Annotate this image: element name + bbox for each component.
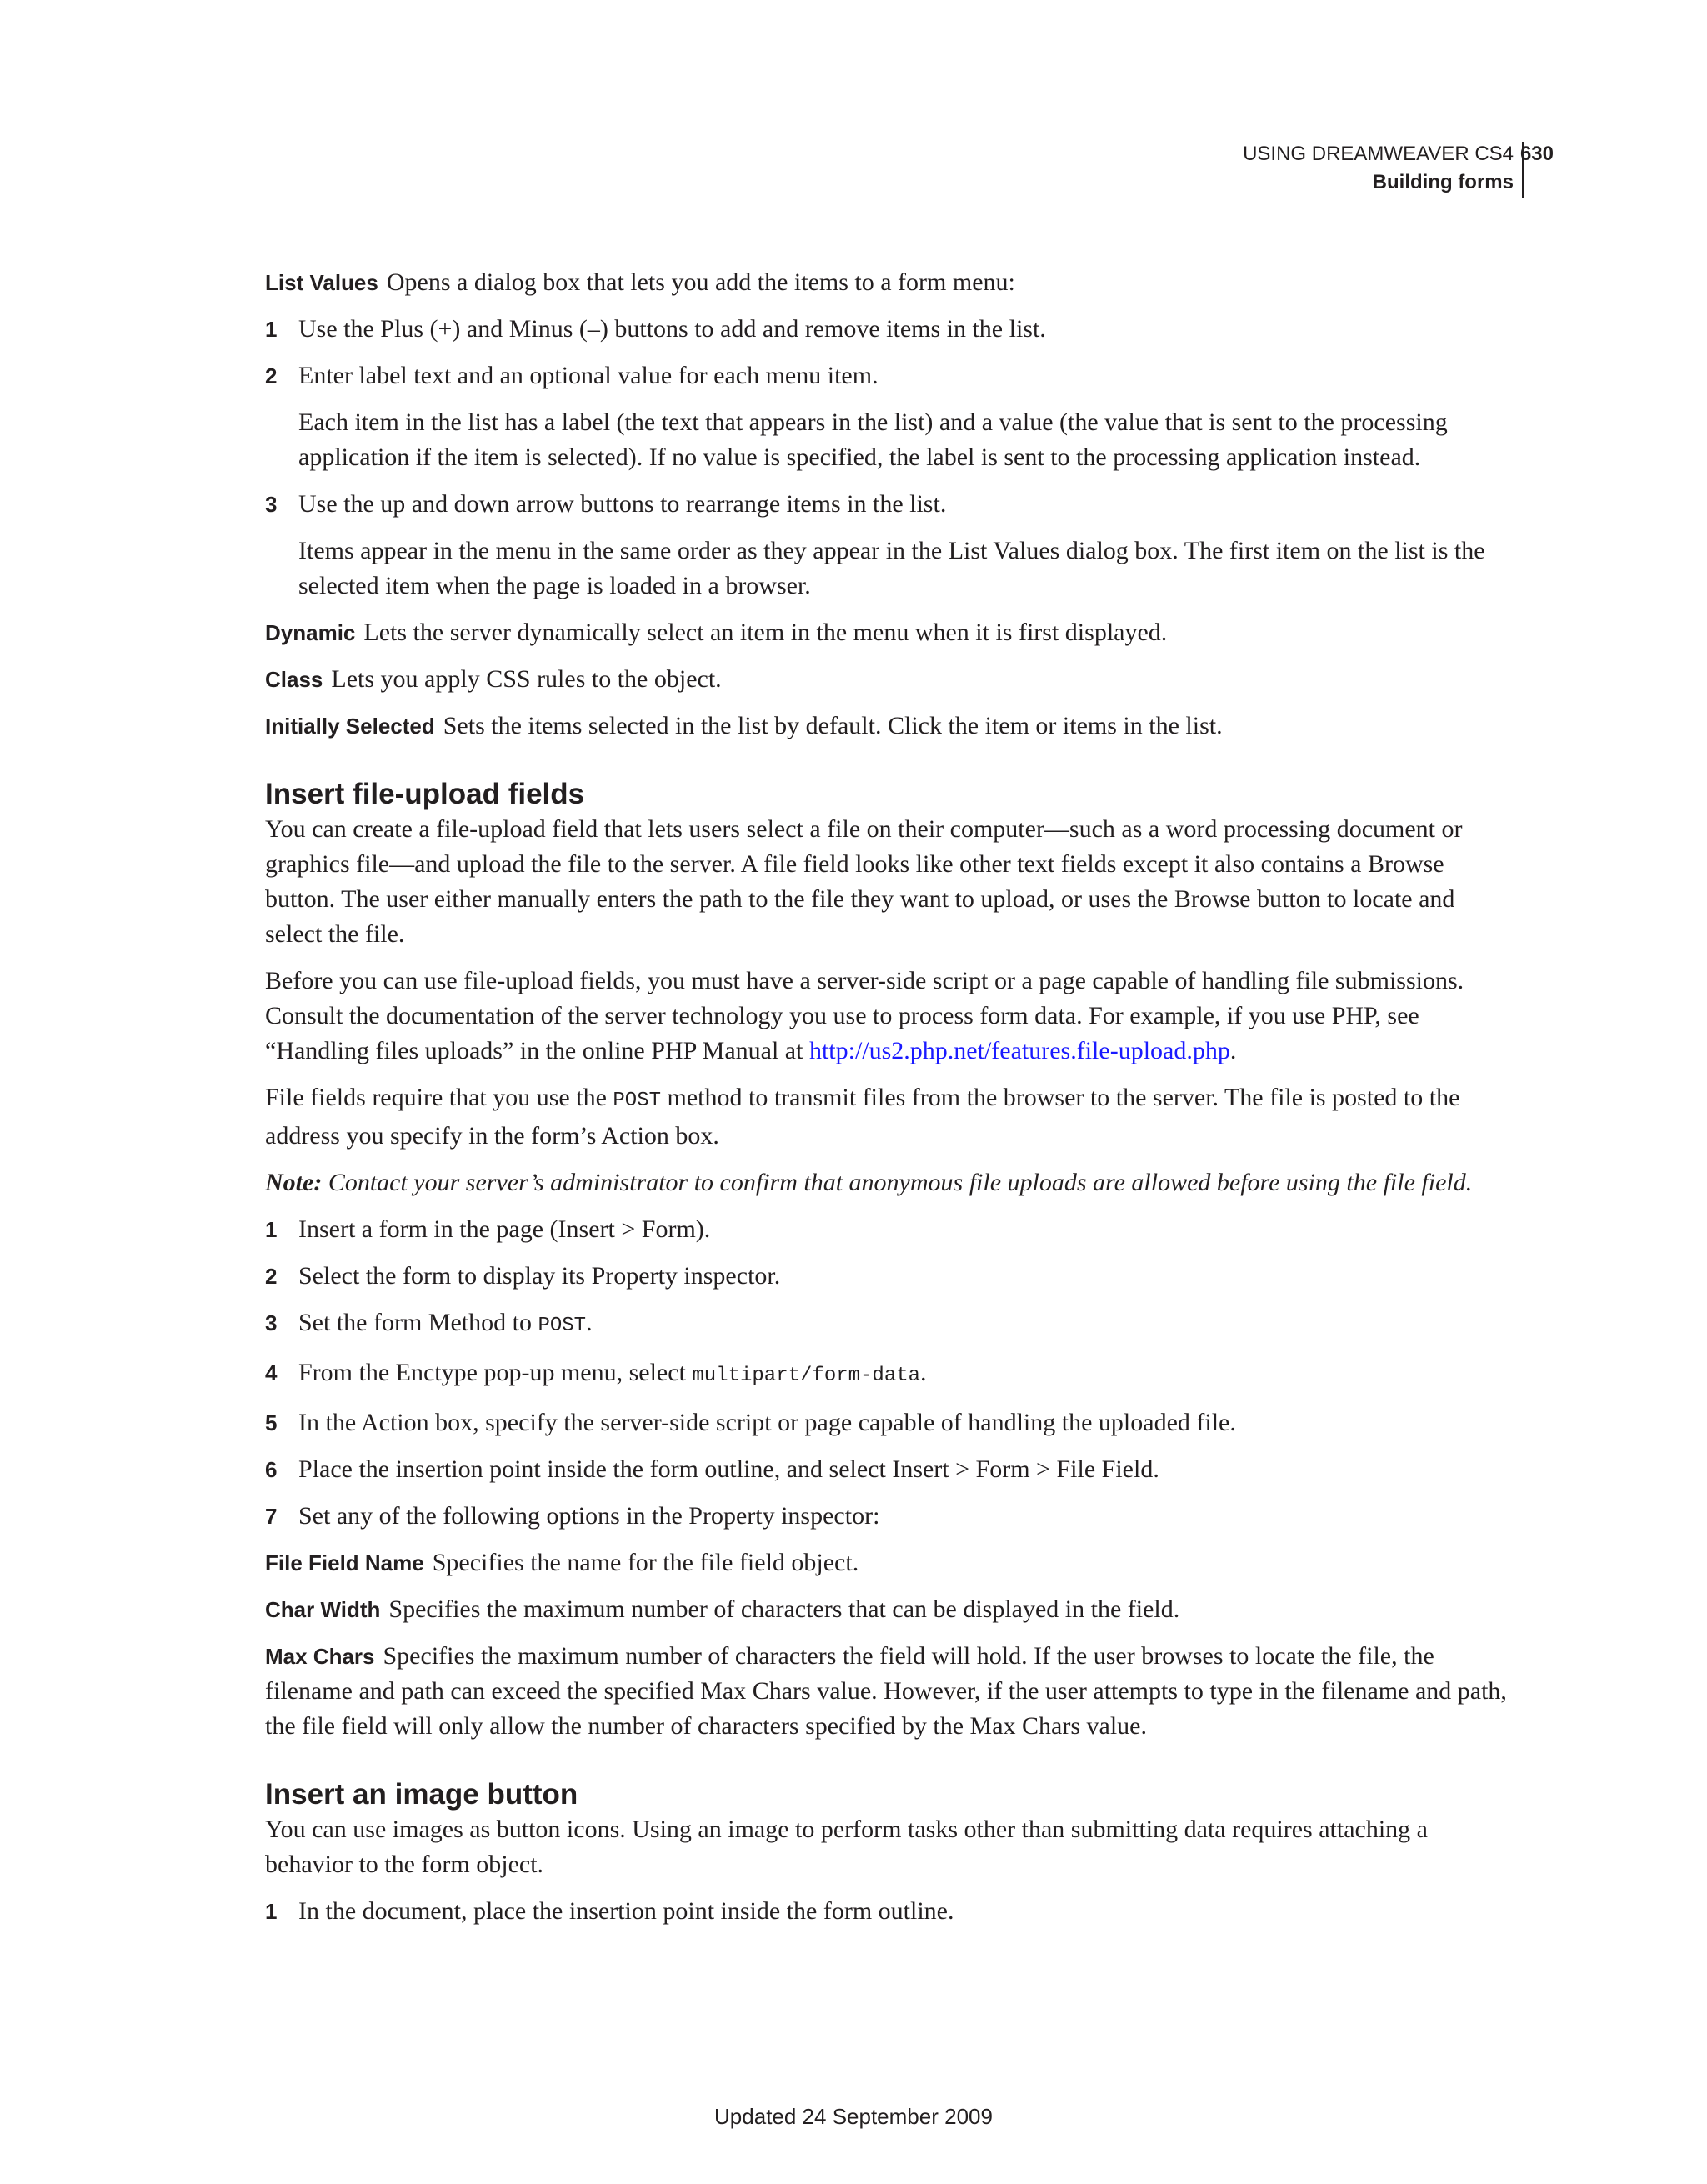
image-button-intro: You can use images as button icons. Using an image to perform tasks other than submitting data requires attaching a behavior to the form object. (265, 1816, 1428, 1878)
code-post: POST (538, 1315, 587, 1337)
step-text: Set the form Method to (298, 1309, 538, 1336)
note-text: Contact your server’s administrator to confirm that anonymous file uploads are allowed before using the file field. (322, 1169, 1473, 1196)
step-number: 1 (265, 317, 278, 342)
file-upload-post-method (265, 1080, 1507, 1154)
upload-step-6 (265, 1452, 1507, 1487)
step-number: 2 (265, 1264, 278, 1289)
step-number: 3 (265, 1310, 278, 1335)
file-upload-intro: You can create a file-upload field that lets users select a file on their computer—such as a word processing document or graphics file—and upload the file to the server. A file field looks like other text fields except it also contains a Browse button. The user either manually enters the path to the file they want to upload, or uses the Browse button to locate and select the file. (265, 815, 1463, 948)
before-text: Before you can use file-upload fields, you must have a server-side script or a page capable of handling file submissions. Consult the documentation of the server technology you use to process form data. For example, if you use PHP, see “Handling files uploads” in the online PHP Manual at (265, 967, 1464, 1064)
list-step-2 (265, 358, 1507, 393)
option-description: Specifies the maximum number of characters the field will hold. If the user browses to locate the file, the filename and path can exceed the specified Max Chars value. However, if the user attempts to type in the filename and path, the file field will only allow the number of characters specified by the Max Chars value. (265, 1642, 1507, 1740)
note-label: Note: (265, 1169, 323, 1196)
option-label: Char Width (265, 1597, 381, 1622)
step-number: 1 (265, 1217, 278, 1242)
code-post: POST (613, 1089, 662, 1112)
option-description: Opens a dialog box that lets you add the items to a form menu: (386, 268, 1015, 296)
upload-step-4 (265, 1355, 1507, 1394)
option-max-chars (265, 1639, 1507, 1744)
step-text: Use the Plus (+) and Minus (–) buttons to add and remove items in the list. (298, 315, 1046, 343)
option-char-width (265, 1592, 1507, 1627)
step-text: Set any of the following options in the Property inspector: (298, 1502, 880, 1530)
option-description: Specifies the name for the file field object. (432, 1549, 859, 1576)
step-number: 3 (265, 492, 278, 517)
step-text: Insert a form in the page (Insert > Form). (298, 1215, 711, 1243)
upload-step-1 (265, 1212, 1507, 1247)
step-number: 4 (265, 1360, 278, 1385)
step-text-end: . (920, 1359, 927, 1386)
list-step-3-detail: Items appear in the menu in the same order as they appear in the List Values dialog box. The first item on the list is the selected item when the page is loaded in a browser. (298, 537, 1485, 599)
option-dynamic (265, 615, 1507, 650)
option-label: Max Chars (265, 1644, 375, 1669)
step-number: 1 (265, 1899, 278, 1924)
running-head (1243, 140, 1514, 197)
section-title: Building forms (1372, 171, 1514, 193)
before-end: . (1229, 1037, 1237, 1064)
doc-title: USING DREAMWEAVER CS4 (1243, 143, 1514, 165)
option-label: Dynamic (265, 620, 356, 645)
note (265, 1165, 1507, 1200)
option-label: Initially Selected (265, 714, 435, 739)
option-description: Sets the items selected in the list by default. Click the item or items in the list. (443, 712, 1223, 739)
step-number: 5 (265, 1410, 278, 1435)
step-number: 6 (265, 1457, 278, 1482)
upload-step-5 (265, 1405, 1507, 1440)
step-number: 2 (265, 363, 278, 388)
page-content (265, 265, 1507, 1929)
post-pre: File fields require that you use the (265, 1084, 613, 1111)
list-step-3 (265, 487, 1507, 522)
post-post: method to transmit files from the browser to the server. The file is posted to the address you specify in the form’s Action box. (265, 1084, 1460, 1150)
option-description: Lets you apply CSS rules to the object. (331, 665, 722, 693)
upload-step-7 (265, 1499, 1507, 1534)
step-text: Place the insertion point inside the form outline, and select Insert > Form > File Field. (298, 1455, 1159, 1483)
option-file-field-name (265, 1545, 1507, 1580)
page-header (803, 140, 1554, 200)
heading-image-button: Insert an image button (265, 1778, 578, 1811)
option-list-values (265, 265, 1507, 300)
step-text-end: . (586, 1309, 593, 1336)
page-footer: Updated 24 September 2009 (714, 2104, 993, 2129)
upload-step-3 (265, 1305, 1507, 1344)
image-step-1 (265, 1894, 1507, 1929)
step-text: Select the form to display its Property inspector. (298, 1262, 781, 1290)
step-text: From the Enctype pop-up menu, select (298, 1359, 693, 1386)
option-label: File Field Name (265, 1550, 424, 1575)
heading-file-upload: Insert file-upload fields (265, 778, 585, 810)
option-label: Class (265, 667, 323, 692)
step-text: Enter label text and an optional value for each menu item. (298, 362, 879, 389)
step-text: In the document, place the insertion point inside the form outline. (298, 1897, 954, 1925)
step-text: Use the up and down arrow buttons to rearrange items in the list. (298, 490, 947, 518)
step-text: In the Action box, specify the server-side script or page capable of handling the uploaded file. (298, 1409, 1236, 1436)
option-description: Specifies the maximum number of characters that can be displayed in the field. (388, 1595, 1180, 1623)
list-step-2-detail: Each item in the list has a label (the text that appears in the list) and a value (the value that is sent to the processing application if the item is selected). If no value is specified, the label is sent to the processing application instead. (298, 408, 1448, 471)
file-upload-before (265, 964, 1507, 1069)
step-number: 7 (265, 1504, 278, 1529)
list-step-1 (265, 312, 1507, 347)
option-label: List Values (265, 270, 378, 295)
option-initially-selected (265, 709, 1507, 744)
option-class (265, 662, 1507, 697)
upload-step-2 (265, 1259, 1507, 1294)
code-enctype: multipart/form-data (692, 1365, 921, 1387)
page-number: 630 (1519, 143, 1554, 165)
option-description: Lets the server dynamically select an item in the menu when it is first displayed. (363, 619, 1168, 646)
php-manual-link[interactable]: http://us2.php.net/features.file-upload.php (808, 1037, 1230, 1064)
